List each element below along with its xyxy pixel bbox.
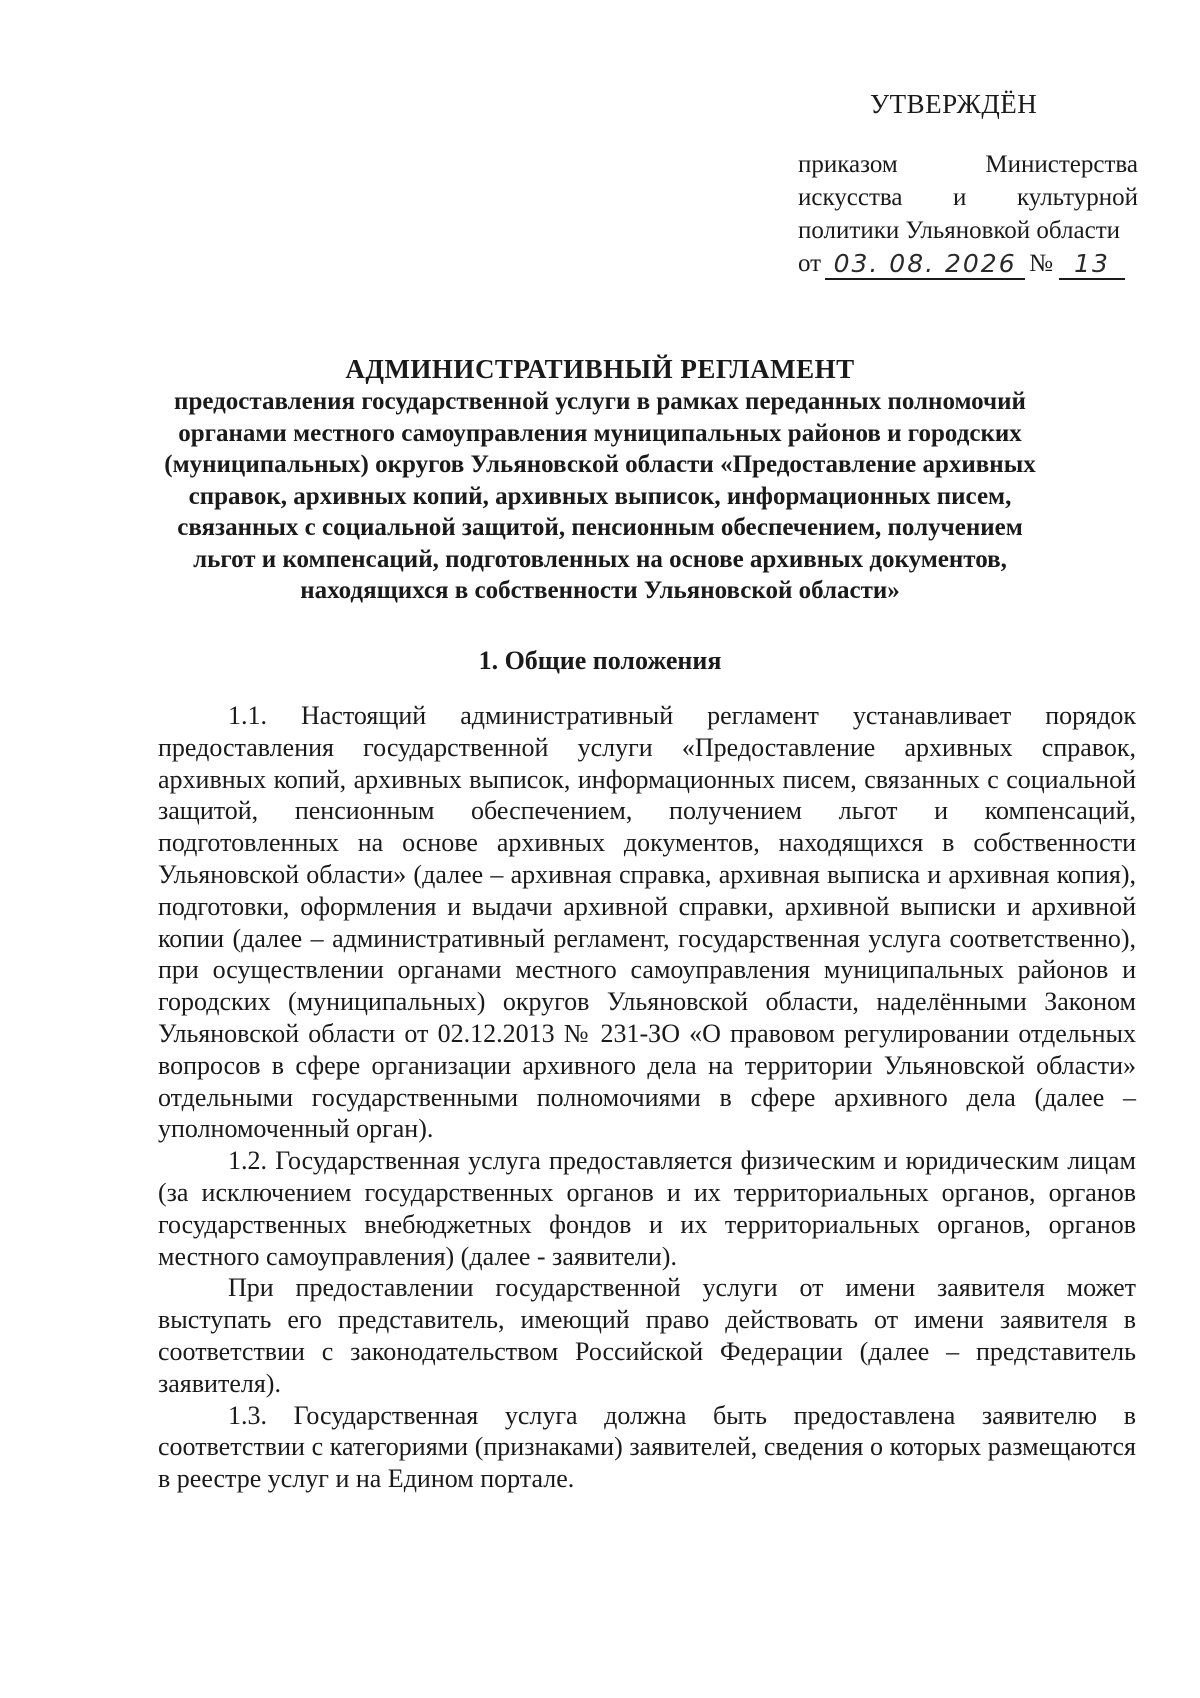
approval-line-2-left: искусства bbox=[798, 184, 903, 211]
title-line-3: (муниципальных) округов Ульяновской области «Предоставление архивных bbox=[164, 451, 1036, 478]
approval-line-2-right: культурной bbox=[1017, 184, 1138, 211]
document-body bbox=[158, 700, 1136, 1495]
approval-line-3 bbox=[798, 214, 1138, 247]
approval-order-details bbox=[798, 148, 1138, 280]
handwritten-number: 13 bbox=[1059, 250, 1125, 280]
approval-line-2 bbox=[798, 181, 1138, 214]
paragraph-1-3: 1.3. Государственная услуга должна быть предоставлена заявителю в соответствии с категориями (признаками) заявителей, сведения о которых размещаются в реестре услуг и на Едином портале. bbox=[158, 1400, 1136, 1494]
paragraph-1-2: 1.2. Государственная услуга предоставляется физическим и юридическим лицам (за исключением государственных органов и их территориальных органов, органов государственных внебюджетных фондов и их территориальных органов, органов местного самоуправления) (далее - заявители). bbox=[158, 1146, 1136, 1271]
paragraph-1-2-representative: При предоставлении государственной услуги от имени заявителя может выступать его представитель, имеющий право действовать от имени заявителя в соответствии с законодательством Российской Федерации (далее – представитель заявителя). bbox=[158, 1273, 1136, 1398]
title-line-5: связанных с социальной защитой, пенсионным обеспечением, получением bbox=[177, 514, 1023, 541]
number-prefix: № bbox=[1029, 250, 1053, 277]
approval-line-3-text: политики Ульяновкой области bbox=[798, 217, 1120, 244]
section-heading: 1. Общие положения bbox=[478, 646, 722, 675]
document-title: АДМИНИСТРАТИВНЫЙ РЕГЛАМЕНТ bbox=[345, 354, 855, 384]
date-prefix: от bbox=[798, 250, 822, 277]
approval-line-1-left: приказом bbox=[798, 151, 898, 178]
approval-line-2-mid: и bbox=[953, 184, 967, 211]
approval-line-1 bbox=[798, 148, 1138, 181]
approval-line-1-right: Министерства bbox=[985, 151, 1138, 178]
title-line-7: находящихся в собственности Ульяновской области» bbox=[300, 577, 900, 604]
document-title-block bbox=[150, 352, 1050, 607]
title-line-4: справок, архивных копий, архивных выписок, информационных писем, bbox=[188, 482, 1012, 510]
title-line-2: органами местного самоуправления муниципальных районов и городских bbox=[178, 419, 1022, 447]
paragraph-1-1: 1.1. Настоящий административный регламент устанавливает порядок предоставления государственной услуги «Предоставление архивных справок, архивных копий, архивных выписок, информационных писем, связанных с социальной защитой, пенсионным обеспечением, получением льгот и компенсаций, подготовленных на основе архивных документов, находящихся в собственности Ульяновской области» (далее – архивная справка, архивная выписка и архивная копия), подготовки, оформления и выдачи архивной справки, архивной выписки и архивной копии (далее – административный регламент, государственная услуга соответственно), при осуществлении органами местного самоуправления муниципальных районов и городских (муниципальных) округов Ульяновской области, наделёнными Законом Ульяновской области от 02.12.2013 № 231-ЗО «О правовом регулировании отдельных вопросов в сфере организации архивного дела на территории Ульяновской области» отдельными государственными полномочиями в сфере архивного дела (далее – уполномоченный орган). bbox=[158, 701, 1136, 1144]
approval-title: УТВЕРЖДЁН bbox=[870, 89, 1038, 119]
title-line-1: предоставления государственной услуги в рамках переданных полномочий bbox=[174, 388, 1026, 415]
approval-date-row bbox=[798, 247, 1138, 280]
handwritten-date: 03. 08. 2026 bbox=[825, 250, 1025, 280]
title-line-6: льгот и компенсаций, подготовленных на основе архивных документов, bbox=[193, 545, 1007, 573]
